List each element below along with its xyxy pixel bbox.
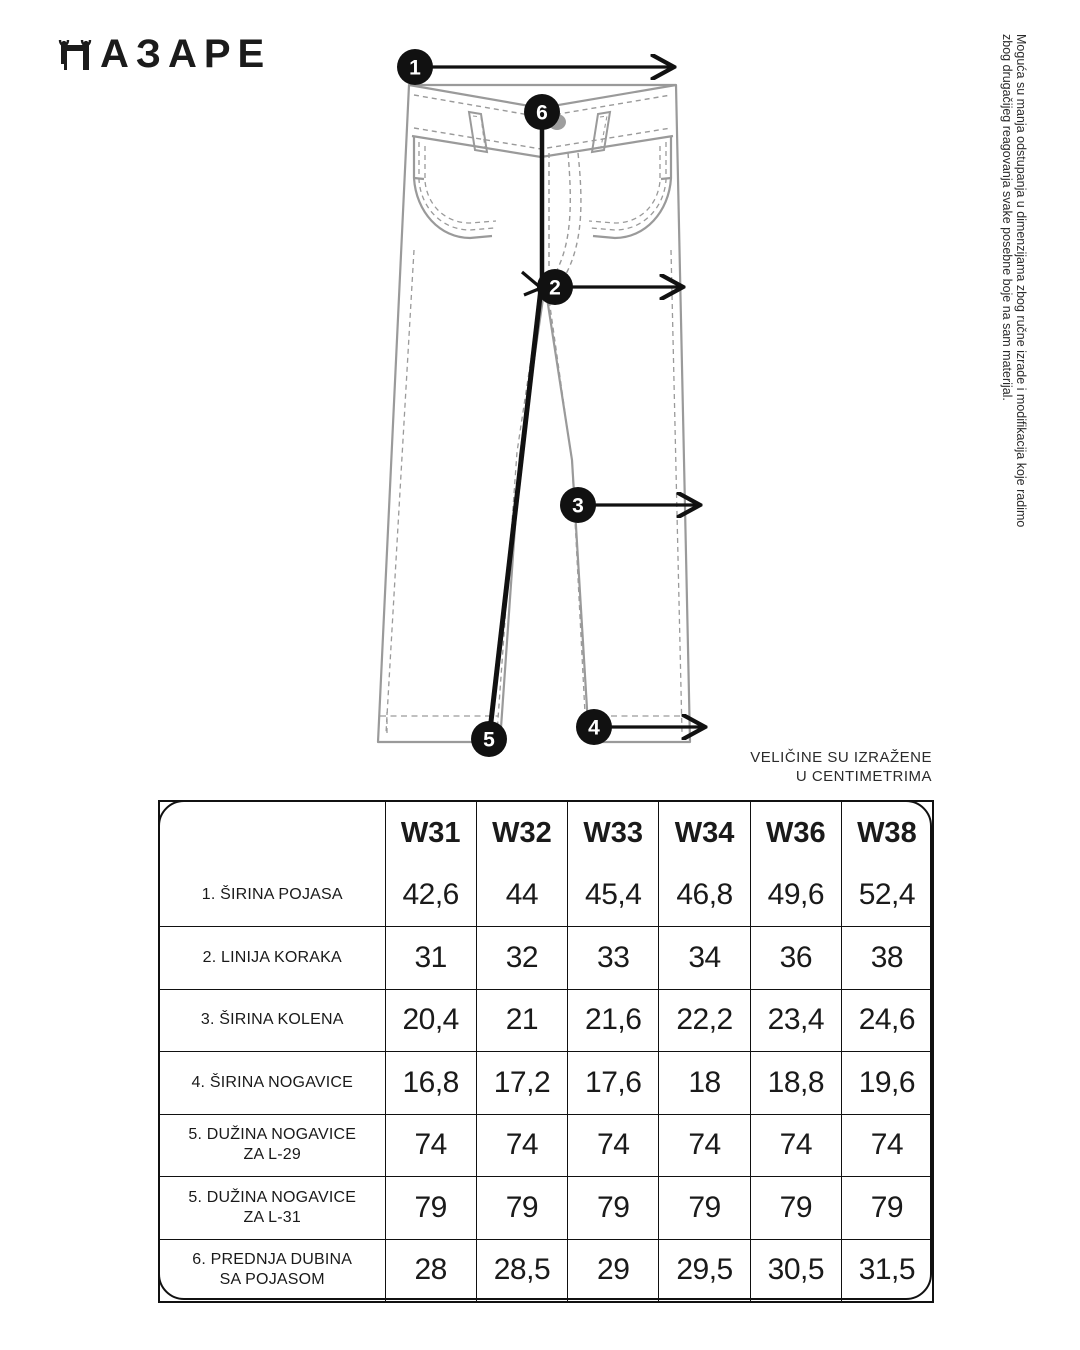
table-row [159, 1177, 933, 1240]
cell-value: 23,4 [750, 989, 841, 1052]
cell-value: 22,2 [659, 989, 750, 1052]
column-header-w34: W34 [659, 801, 750, 864]
cell-value: 28,5 [476, 1239, 567, 1302]
measure-line-5 [489, 288, 541, 739]
disclaimer-text: Moguća su manja odstupanja u dimenzijama zbog ručne izrade i modifikacija koje radimo zbog drugačijeg reagovanja svake posebne boje na sam materijal. [1000, 34, 1028, 528]
column-header-w31: W31 [385, 801, 476, 864]
marker-3 [560, 487, 596, 523]
cell-value: 45,4 [568, 864, 659, 927]
brand-name-text: АЗАРЕ [100, 32, 272, 76]
column-header-w33: W33 [568, 801, 659, 864]
row-label-main: 2. LINIJA KORAKA [202, 948, 342, 966]
svg-text:6: 6 [536, 101, 548, 125]
row-label [159, 989, 385, 1052]
cell-value: 30,5 [750, 1239, 841, 1302]
marker-2 [537, 269, 573, 305]
cell-value: 21 [476, 989, 567, 1052]
cell-value: 79 [385, 1177, 476, 1240]
cell-value: 79 [659, 1177, 750, 1240]
table-row [159, 864, 933, 927]
svg-text:5: 5 [483, 728, 495, 752]
row-label [159, 1114, 385, 1177]
row-label-main: 1. ŠIRINA POJASA [201, 886, 343, 903]
row-label [159, 1177, 385, 1240]
cell-value: 74 [841, 1114, 932, 1177]
cell-value: 17,2 [476, 1052, 567, 1115]
cell-value: 29 [568, 1239, 659, 1302]
units-note [750, 748, 932, 786]
cell-value: 20,4 [385, 989, 476, 1052]
cell-value: 29,5 [659, 1239, 750, 1302]
column-header-w32: W32 [476, 801, 567, 864]
row-label [159, 1052, 385, 1115]
svg-text:2: 2 [549, 276, 561, 300]
cell-value: 31 [385, 927, 476, 990]
cell-value: 74 [750, 1114, 841, 1177]
column-header-w38: W38 [841, 801, 932, 864]
marker-1 [397, 49, 433, 85]
cell-value: 52,4 [841, 864, 932, 927]
cell-value: 74 [659, 1114, 750, 1177]
cell-value: 18,8 [750, 1052, 841, 1115]
cell-value: 24,6 [841, 989, 932, 1052]
cell-value: 74 [568, 1114, 659, 1177]
units-note-line2: U CENTIMETRIMA [795, 768, 932, 785]
cell-value: 74 [385, 1114, 476, 1177]
cell-value: 32 [476, 927, 567, 990]
units-note-line1: VELIČINE SU IZRAŽENE [750, 749, 932, 766]
cell-value: 17,6 [568, 1052, 659, 1115]
cell-value: 18 [659, 1052, 750, 1115]
table-row [159, 989, 933, 1052]
svg-text:4: 4 [588, 716, 600, 740]
table-corner-cell [159, 801, 385, 864]
cell-value: 38 [841, 927, 932, 990]
cell-value: 79 [476, 1177, 567, 1240]
row-label-main: 4. ŠIRINA NOGAVICE [191, 1073, 354, 1091]
cell-value: 36 [750, 927, 841, 990]
marker-4 [576, 709, 612, 745]
cell-value: 49,6 [750, 864, 841, 927]
row-label-sub: SA POJASOM [219, 1271, 325, 1288]
cell-value: 19,6 [841, 1052, 932, 1115]
cell-value: 79 [568, 1177, 659, 1240]
row-label-main: 5. DUŽINA NOGAVICE [188, 1126, 357, 1144]
row-label [159, 864, 385, 927]
row-label-main: 5. DUŽINA NOGAVICE [188, 1188, 357, 1206]
cell-value: 28 [385, 1239, 476, 1302]
size-table-container [158, 800, 932, 1300]
cell-value: 21,6 [568, 989, 659, 1052]
row-label-sub: ZA L-31 [243, 1208, 301, 1226]
row-label-main: 6. PREDNJA DUBINA [192, 1251, 353, 1268]
column-header-w36: W36 [750, 801, 841, 864]
cell-value: 34 [659, 927, 750, 990]
cell-value: 46,8 [659, 864, 750, 927]
cell-value: 16,8 [385, 1052, 476, 1115]
row-label-sub: ZA L-29 [243, 1146, 301, 1164]
row-label-main: 3. ŠIRINA KOLENA [200, 1011, 344, 1029]
svg-text:1: 1 [409, 56, 421, 80]
cell-value: 74 [476, 1114, 567, 1177]
svg-text:3: 3 [572, 494, 584, 518]
row-label [159, 927, 385, 990]
cell-value: 31,5 [841, 1239, 932, 1302]
table-row [159, 1052, 933, 1115]
row-label [159, 1239, 385, 1302]
cell-value: 79 [750, 1177, 841, 1240]
table-header-row [159, 801, 933, 864]
size-table [158, 800, 934, 1303]
cell-value: 33 [568, 927, 659, 990]
table-row [159, 927, 933, 990]
marker-5 [471, 721, 507, 757]
cell-value: 79 [841, 1177, 932, 1240]
cell-value: 44 [476, 864, 567, 927]
table-row [159, 1239, 933, 1302]
cell-value: 42,6 [385, 864, 476, 927]
marker-6 [524, 94, 560, 130]
table-row [159, 1114, 933, 1177]
